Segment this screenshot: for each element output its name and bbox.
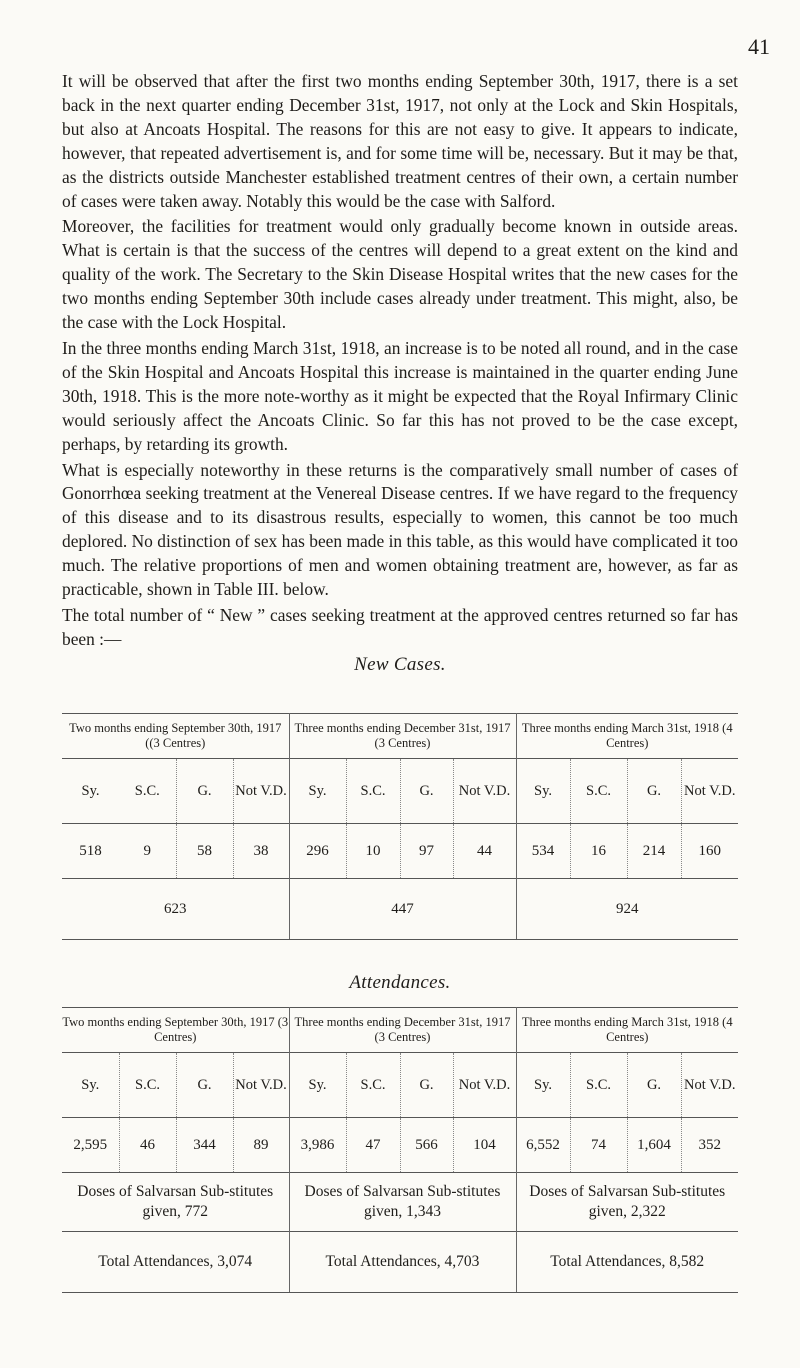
period-header: Three months ending December 31st, 1917 (3 Centres)	[289, 714, 516, 759]
column-header: S.C.	[119, 1053, 176, 1118]
column-header: S.C.	[346, 1053, 400, 1118]
values-row	[62, 1118, 738, 1173]
paragraph-2: Moreover, the facilities for treatment would only gradually become known in outside areas. What is certain is that the success of the centres will depend to a great extent on the kind and quality of the work. The Secretary to the Skin Disease Hospital writes that the new cases for the two months ending September 30th include cases already under treatment. This might, also, be the case with the Lock Hospital.	[62, 216, 738, 333]
value-cell: 74	[570, 1118, 627, 1173]
column-header: Sy.	[62, 759, 119, 824]
total-attendances-cell: Total Attendances, 3,074	[62, 1232, 289, 1293]
period-row	[62, 714, 738, 759]
value-cell: 160	[681, 824, 738, 879]
total-attendances-cell: Total Attendances, 4,703	[289, 1232, 516, 1293]
column-header: Sy.	[289, 759, 346, 824]
value-cell: 104	[453, 1118, 516, 1173]
value-cell: 3,986	[289, 1118, 346, 1173]
value-cell: 2,595	[62, 1118, 119, 1173]
period-row	[62, 1008, 738, 1053]
page-number: 41	[748, 34, 770, 59]
value-cell: 518	[62, 824, 119, 879]
column-header: S.C.	[570, 1053, 627, 1118]
value-cell: 89	[233, 1118, 289, 1173]
salvarsan-row	[62, 1173, 738, 1232]
salvarsan-cell: Doses of Salvarsan Sub-stitutes given, 1,343	[289, 1173, 516, 1232]
total-attendances-cell: Total Attendances, 8,582	[516, 1232, 738, 1293]
value-cell: 6,552	[516, 1118, 570, 1173]
period-header: Three months ending December 31st, 1917 (3 Centres)	[289, 1008, 516, 1053]
value-cell: 214	[627, 824, 681, 879]
total-cell: 924	[516, 879, 738, 940]
column-header: S.C.	[346, 759, 400, 824]
total-cell: 623	[62, 879, 289, 940]
column-header-row	[62, 1053, 738, 1118]
column-header: Not V.D.	[453, 1053, 516, 1118]
value-cell: 1,604	[627, 1118, 681, 1173]
period-header: Two months ending September 30th, 1917 (3 Centres)	[62, 1015, 289, 1044]
paragraph-3: In the three months ending March 31st, 1918, an increase is to be noted all round, and in the case of the Skin Hospital and Ancoats Hospital this increase is maintained in the quarter ending June 30th, 1918. This is the more note-worthy as it might be expected that the Royal Infirmary Clinic would seriously affect the Ancoats Clinic. So far this has not proved to be the case except, perhaps, by retarding its growth.	[62, 337, 738, 454]
column-header: S.C.	[570, 759, 627, 824]
value-cell: 16	[570, 824, 627, 879]
value-cell: 58	[176, 824, 233, 879]
value-cell: 352	[681, 1118, 738, 1173]
column-header: Sy.	[516, 1053, 570, 1118]
value-cell: 44	[453, 824, 516, 879]
column-header: Sy.	[62, 1053, 119, 1118]
values-row	[62, 824, 738, 879]
period-header: Two months ending September 30th, 1917 ((3 Centres)	[69, 721, 282, 750]
total-attendances-row	[62, 1232, 738, 1293]
salvarsan-cell: Doses of Salvarsan Sub-stitutes given, 2,322	[516, 1173, 738, 1232]
period-header: Three months ending March 31st, 1918 (4 Centres)	[516, 714, 738, 759]
column-header: G.	[400, 1053, 453, 1118]
column-header: Not V.D.	[681, 1053, 738, 1118]
new-cases-heading: New Cases.	[354, 653, 446, 675]
total-cell: 447	[289, 879, 516, 940]
value-cell: 10	[346, 824, 400, 879]
value-cell: 534	[516, 824, 570, 879]
value-cell: 566	[400, 1118, 453, 1173]
value-cell: 344	[176, 1118, 233, 1173]
value-cell: 47	[346, 1118, 400, 1173]
value-cell: 38	[233, 824, 289, 879]
column-header: Sy.	[516, 759, 570, 824]
column-header: Not V.D.	[453, 759, 516, 824]
column-header: Not V.D.	[233, 759, 289, 824]
attendances-heading: Attendances.	[349, 972, 451, 993]
column-header-row	[62, 759, 738, 824]
value-cell: 296	[289, 824, 346, 879]
column-header: G.	[176, 1053, 233, 1118]
paragraph-5: The total number of “ New ” cases seeking treatment at the approved centres returned so far has been :—	[62, 604, 738, 649]
column-header: S.C.	[119, 759, 176, 824]
new-cases-table	[62, 713, 738, 940]
paragraph-1: It will be observed that after the first two months ending September 30th, 1917, there is a set back in the next quarter ending December 31st, 1917, not only at the Lock and Skin Hospitals, but also at Ancoats Hospital. The reasons for this are not easy to give. It appears to indicate, however, that repeated advertisement is, and for some time will be, necessary. But it may be that, as the districts outside Manchester established treatment centres of their own, a certain number of cases were taken away. Notably this would be the case with Salford.	[62, 71, 738, 211]
salvarsan-cell: Doses of Salvarsan Sub-stitutes given, 772	[62, 1173, 289, 1232]
column-header: G.	[176, 759, 233, 824]
column-header: G.	[627, 759, 681, 824]
attendances-table	[62, 1007, 738, 1293]
value-cell: 9	[119, 824, 176, 879]
column-header: G.	[627, 1053, 681, 1118]
column-header: G.	[400, 759, 453, 824]
paragraph-4: What is especially noteworthy in these returns is the comparatively small number of cases of Gonorrhœa seeking treatment at the Venereal Disease centres. If we have regard to the frequency of this disease and to its disastrous results, especially to women, this cannot be too much deplored. No distinction of sex has been made in this table, as this would have complicated it too much. The relative proportions of men and women obtaining treatment are, however, as far as practicable, shown in Table III. below.	[62, 459, 738, 600]
body-text	[62, 70, 738, 676]
value-cell: 97	[400, 824, 453, 879]
period-header: Three months ending March 31st, 1918 (4 Centres)	[516, 1008, 738, 1053]
column-header: Not V.D.	[233, 1053, 289, 1118]
totals-row	[62, 879, 738, 940]
column-header: Not V.D.	[681, 759, 738, 824]
value-cell: 46	[119, 1118, 176, 1173]
column-header: Sy.	[289, 1053, 346, 1118]
